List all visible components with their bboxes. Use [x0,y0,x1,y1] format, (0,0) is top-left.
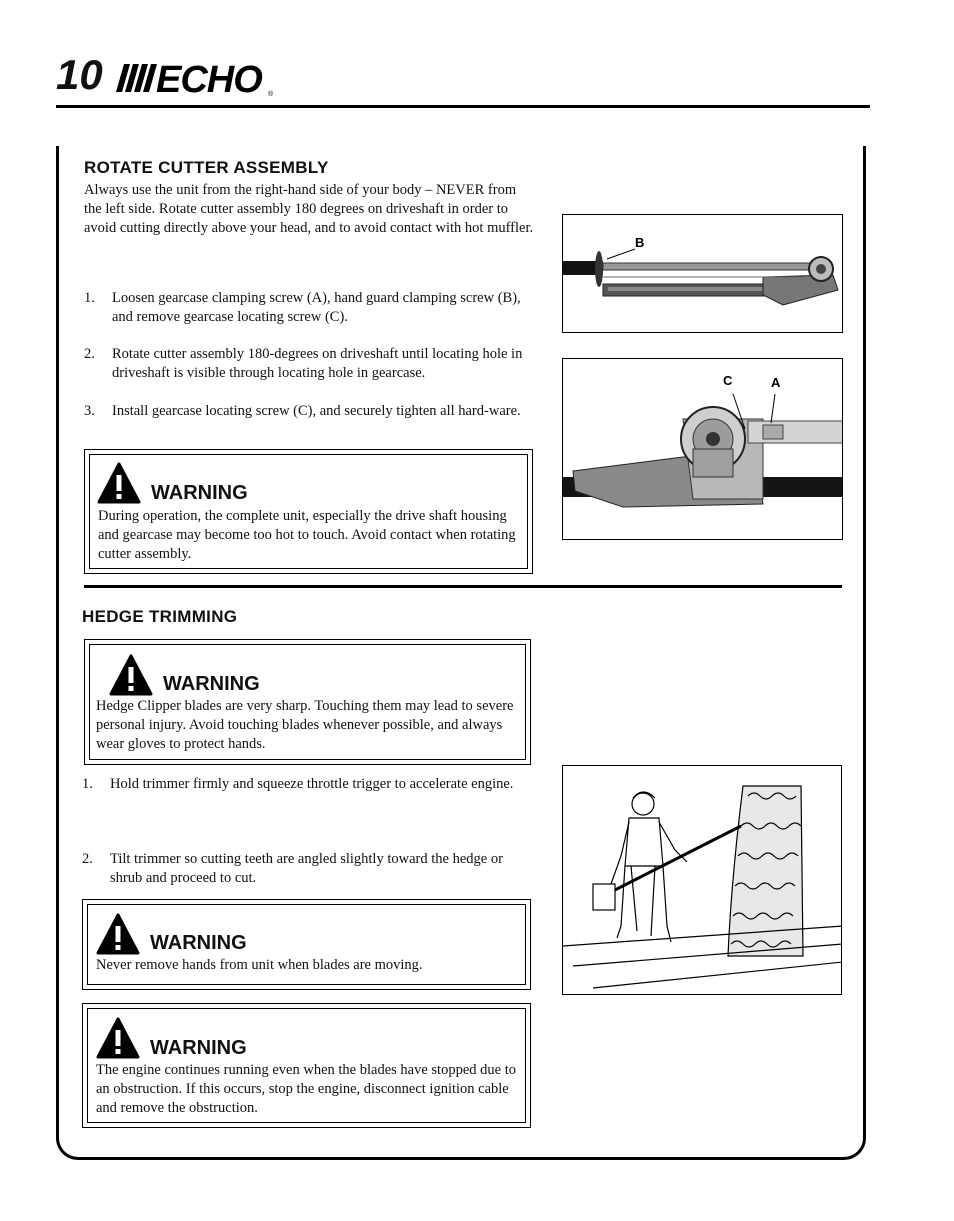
step-text: Install gearcase locating screw (C), and securely tighten all hard-ware. [112,403,521,419]
warning-text: Hedge Clipper blades are very sharp. Touching them may lead to severe personal injury. Avoid touching blades whenever possible, and always wear gloves to protect hands. [96,698,514,752]
section-divider [84,585,842,588]
warning-icon [96,1017,140,1059]
step-number: 1. [84,290,95,306]
rotate-intro: Always use the unit from the right-hand side of your body – NEVER from the left side. Rotate cutter assembly 180 degrees on driveshaft in order to avoid cutting directly above your head, and to avoid contact with hot muffler. [84,182,534,236]
section-title-rotate: ROTATE CUTTER ASSEMBLY [84,158,329,177]
rotate-step-3 [84,402,532,442]
step-number: 2. [84,346,95,362]
warning-box-obstruction [82,1003,531,1128]
warning-title: WARNING [150,1037,247,1059]
rotate-step-2 [84,345,532,385]
step-number: 3. [84,403,95,419]
warning-icon [96,913,140,955]
warning-icon [97,462,141,504]
step-text: Tilt trimmer so cutting teeth are angled slightly toward the hedge or shrub and proceed to cut. [110,851,503,886]
figure-trimming-hedge [562,765,842,995]
warning-box-hands-on-unit [82,899,531,990]
figure-gearcase-screws [562,358,843,540]
warning-box-hot-parts [84,449,533,574]
warning-text: The engine continues running even when the blades have stopped due to an obstruction. If this occurs, stop the engine, disconnect ignition cable and remove the obstruction. [96,1062,516,1116]
header-rule [56,105,870,108]
warning-title: WARNING [150,932,247,954]
warning-text: During operation, the complete unit, especially the drive shaft housing and gearcase may become too hot to touch. Avoid contact when rotating cutter assembly. [98,508,516,562]
svg-text:ECHO: ECHO [156,59,262,100]
step-number: 2. [82,851,93,867]
echo-logo [116,56,284,100]
svg-text:®: ® [268,91,274,98]
hedge-step-2 [82,850,522,890]
label-a: A [771,375,781,390]
rotate-step-1 [84,289,532,329]
warning-title: WARNING [163,673,260,695]
warning-title: WARNING [151,482,248,504]
step-text: Hold trimmer firmly and squeeze throttle trigger to accelerate engine. [110,776,514,792]
warning-text: Never remove hands from unit when blades are moving. [96,957,423,973]
figure-hand-guard-screw [562,214,843,333]
label-b: B [635,235,645,250]
page-number: 10 [56,51,103,98]
step-text: Rotate cutter assembly 180-degrees on driveshaft until locating hole in driveshaft is visible through locating hole in gearcase. [112,346,523,381]
warning-icon [109,654,153,696]
warning-box-sharp-blades [84,639,531,765]
step-number: 1. [82,776,93,792]
section-title-hedge: HEDGE TRIMMING [82,607,238,626]
hedge-step-1 [82,775,522,815]
label-c: C [723,373,733,388]
step-text: Loosen gearcase clamping screw (A), hand guard clamping screw (B), and remove gearcase locating screw (C). [112,290,521,325]
